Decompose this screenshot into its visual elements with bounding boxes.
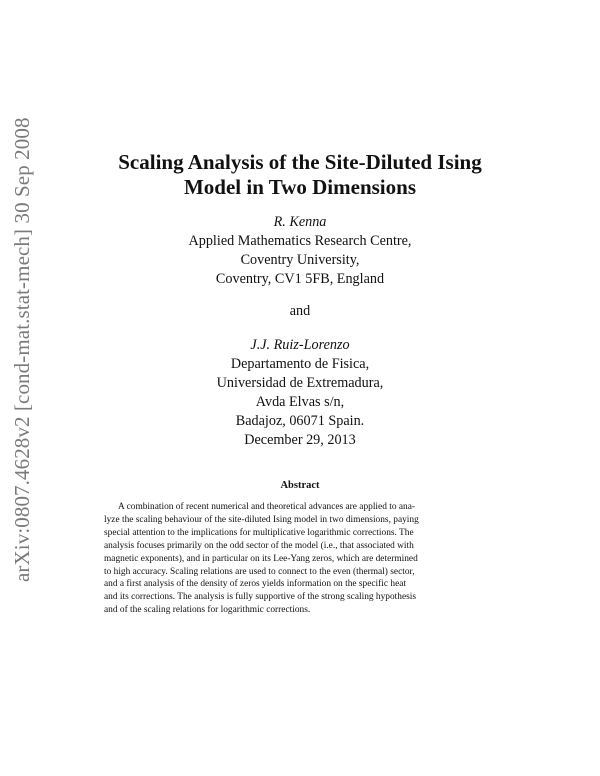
affiliation-line: Coventry University, — [240, 252, 360, 268]
author-conjunction — [0, 302, 600, 321]
affiliation-line: Badajoz, 06071 Spain. — [235, 413, 365, 429]
abstract-line: special attention to the implications for multiplicative logarithmic corrections. The — [104, 527, 414, 538]
abstract-line: and a first analysis of the density of zeros yields information on the specific heat — [104, 579, 406, 590]
author-block-2 — [0, 336, 600, 431]
abstract-line: analysis focuses primarily on the odd sector of the model (i.e., that associated with — [104, 540, 414, 551]
abstract-body — [104, 501, 502, 617]
author-block-1 — [0, 213, 600, 289]
abstract-heading: Abstract — [280, 480, 320, 491]
affiliation-line: Departamento de Fisica, — [230, 356, 370, 372]
affiliation-line: Universidad de Extremadura, — [216, 375, 384, 391]
author-name: R. Kenna — [273, 214, 327, 230]
title-line-2: Model in Two Dimensions — [183, 175, 416, 199]
author-name: J.J. Ruiz-Lorenzo — [250, 337, 350, 353]
affiliation-line: Applied Mathematics Research Centre, — [188, 233, 412, 249]
abstract-line: to high accuracy. Scaling relations are used to connect to the even (thermal) sector, — [104, 566, 415, 577]
paper-date: December 29, 2013 — [244, 432, 356, 448]
abstract-line: lyze the scaling behaviour of the site-diluted Ising model in two dimensions, paying — [104, 514, 419, 525]
paper-title — [0, 150, 600, 200]
arxiv-identifier-stamp: arXiv:0807.4628v2 [cond-mat.stat-mech] 30 Sep 2008 — [10, 117, 34, 582]
abstract-line: A combination of recent numerical and theoretical advances are applied to ana- — [118, 502, 416, 512]
abstract-line: and its corrections. The analysis is fully supportive of the strong scaling hypothesis — [104, 592, 417, 603]
affiliation-line: Coventry, CV1 5FB, England — [215, 271, 385, 287]
abstract-line: magnetic exponents), and in particular on its Lee-Yang zeros, which are determined — [104, 553, 418, 564]
abstract-line: and of the scaling relations for logarithmic corrections. — [104, 605, 311, 616]
affiliation-line: Avda Elvas s/n, — [255, 394, 345, 410]
title-line-1: Scaling Analysis of the Site-Diluted Ising — [118, 150, 482, 174]
conjunction-text: and — [289, 303, 311, 319]
